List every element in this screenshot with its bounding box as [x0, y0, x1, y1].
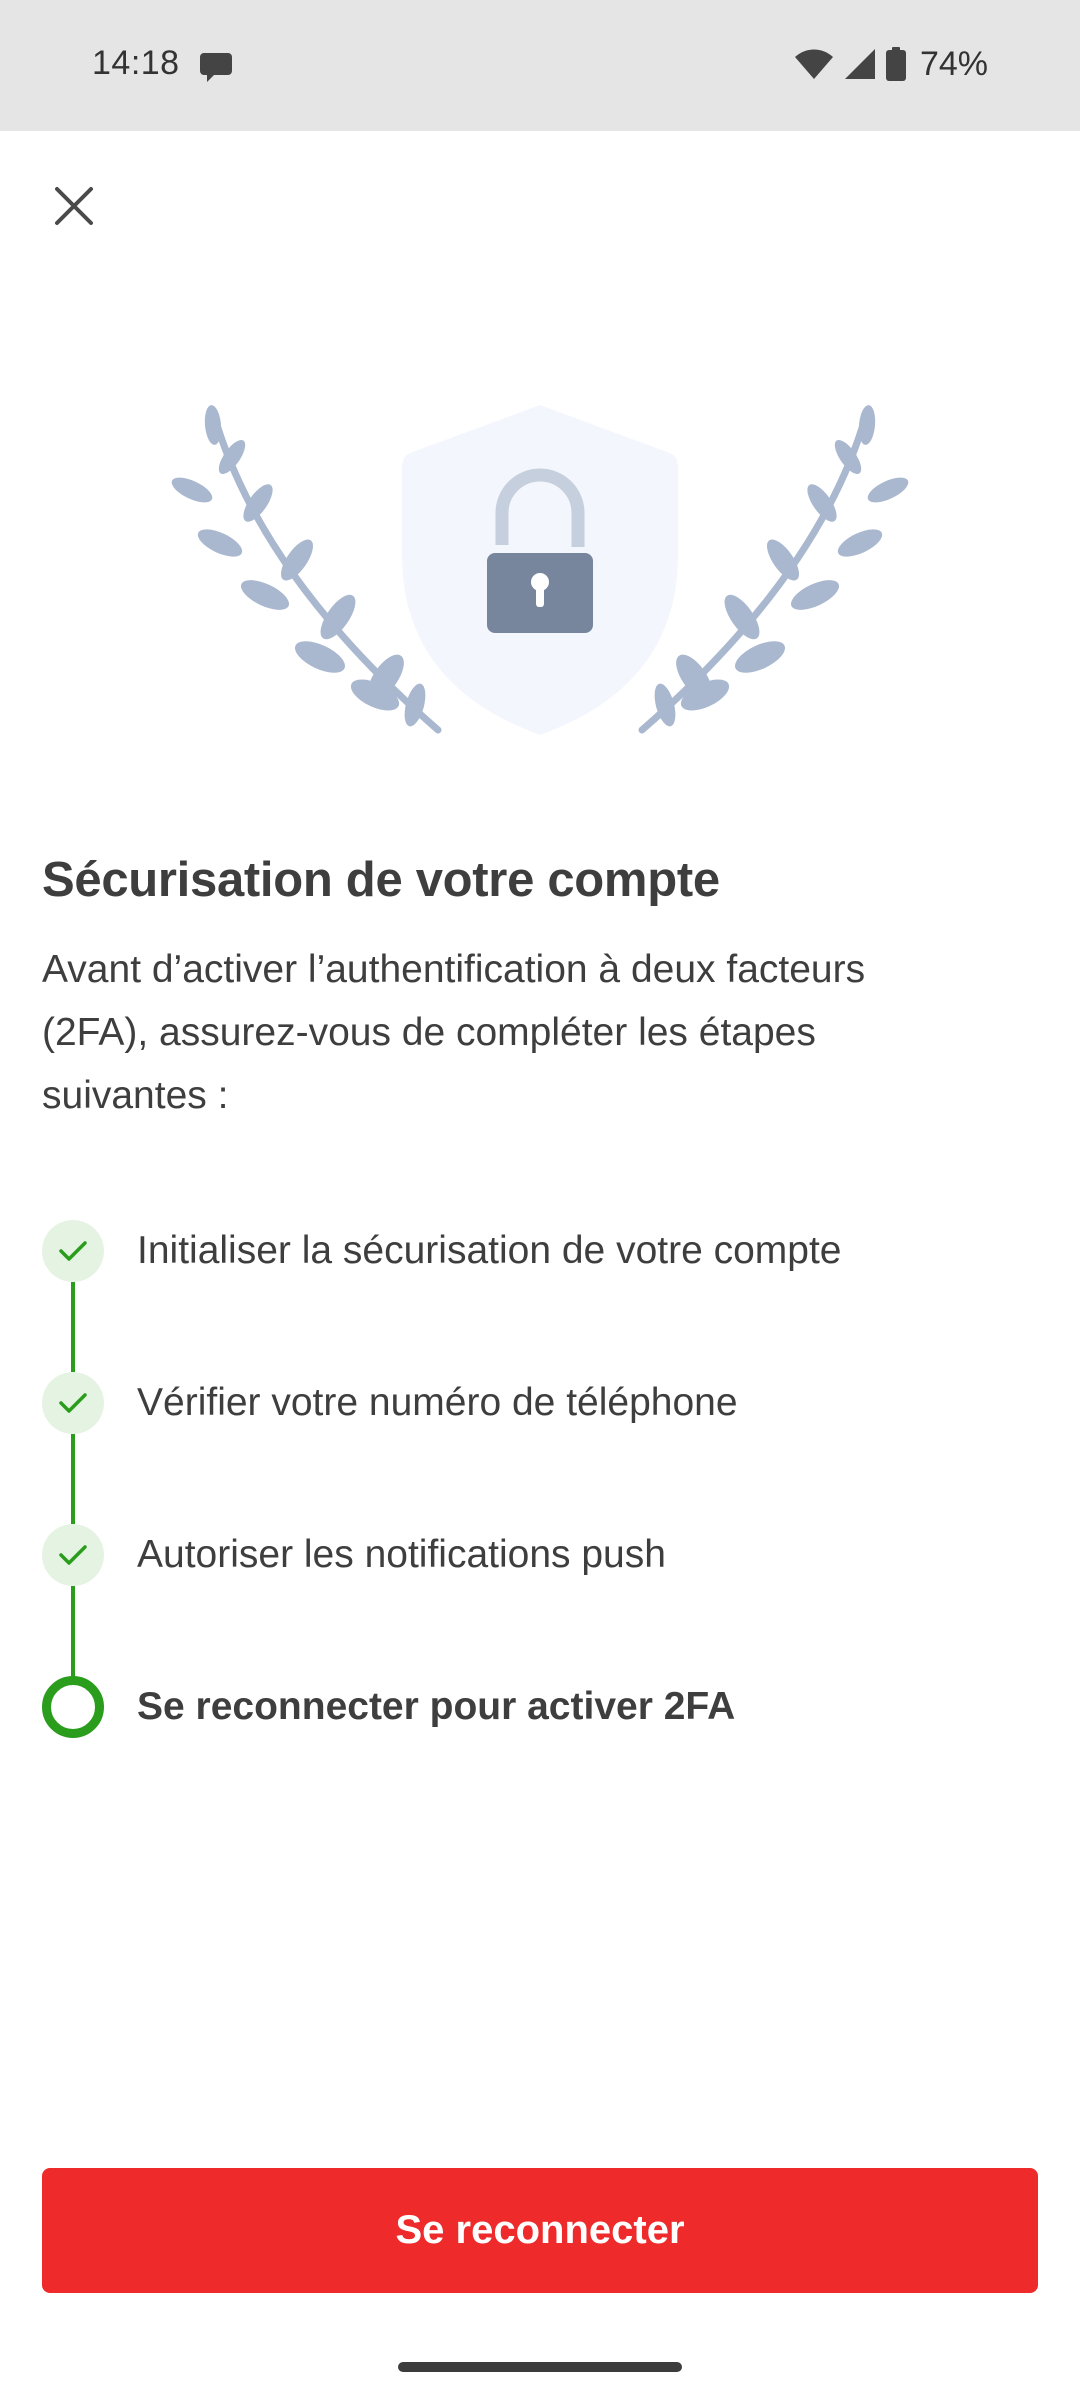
battery-level: 74% — [919, 44, 988, 83]
step-connector — [71, 1282, 75, 1372]
status-icons — [794, 44, 988, 84]
step-current-node — [42, 1676, 104, 1738]
intro-text — [42, 938, 1042, 1127]
laurel-left-icon — [170, 404, 438, 730]
intro-line: suivantes : — [42, 1074, 229, 1117]
step-label: Initialiser la sécurisation de votre compte — [137, 1229, 842, 1272]
intro-line: (2FA), assurez-vous de compléter les étapes — [42, 1011, 816, 1054]
check-icon — [58, 1391, 88, 1415]
step-label-current: Se reconnecter pour activer 2FA — [137, 1685, 736, 1728]
close-button[interactable] — [44, 176, 104, 236]
security-illustration — [170, 395, 910, 740]
check-icon — [58, 1239, 88, 1263]
wifi-icon — [794, 48, 834, 80]
steps-progress — [0, 1220, 1080, 1760]
intro-line: Avant d’activer l’authentification à deux facteurs — [42, 948, 866, 991]
step-check-node — [42, 1372, 104, 1434]
step-label: Vérifier votre numéro de téléphone — [137, 1381, 738, 1424]
page-title: Sécurisation de votre compte — [42, 853, 720, 907]
status-bar — [0, 0, 1080, 131]
signal-icon — [844, 48, 876, 80]
step-connector — [71, 1434, 75, 1524]
reconnect-button[interactable]: Se reconnecter — [42, 2168, 1038, 2293]
status-time: 14:18 — [92, 44, 180, 82]
step-check-node — [42, 1220, 104, 1282]
message-icon — [198, 50, 234, 84]
laurel-right-icon — [642, 404, 910, 730]
step-check-node — [42, 1524, 104, 1586]
close-icon — [54, 186, 94, 226]
step-label: Autoriser les notifications push — [137, 1533, 666, 1576]
check-icon — [58, 1543, 88, 1567]
home-indicator[interactable] — [398, 2362, 682, 2372]
battery-icon — [886, 47, 906, 81]
step-connector — [71, 1586, 75, 1678]
